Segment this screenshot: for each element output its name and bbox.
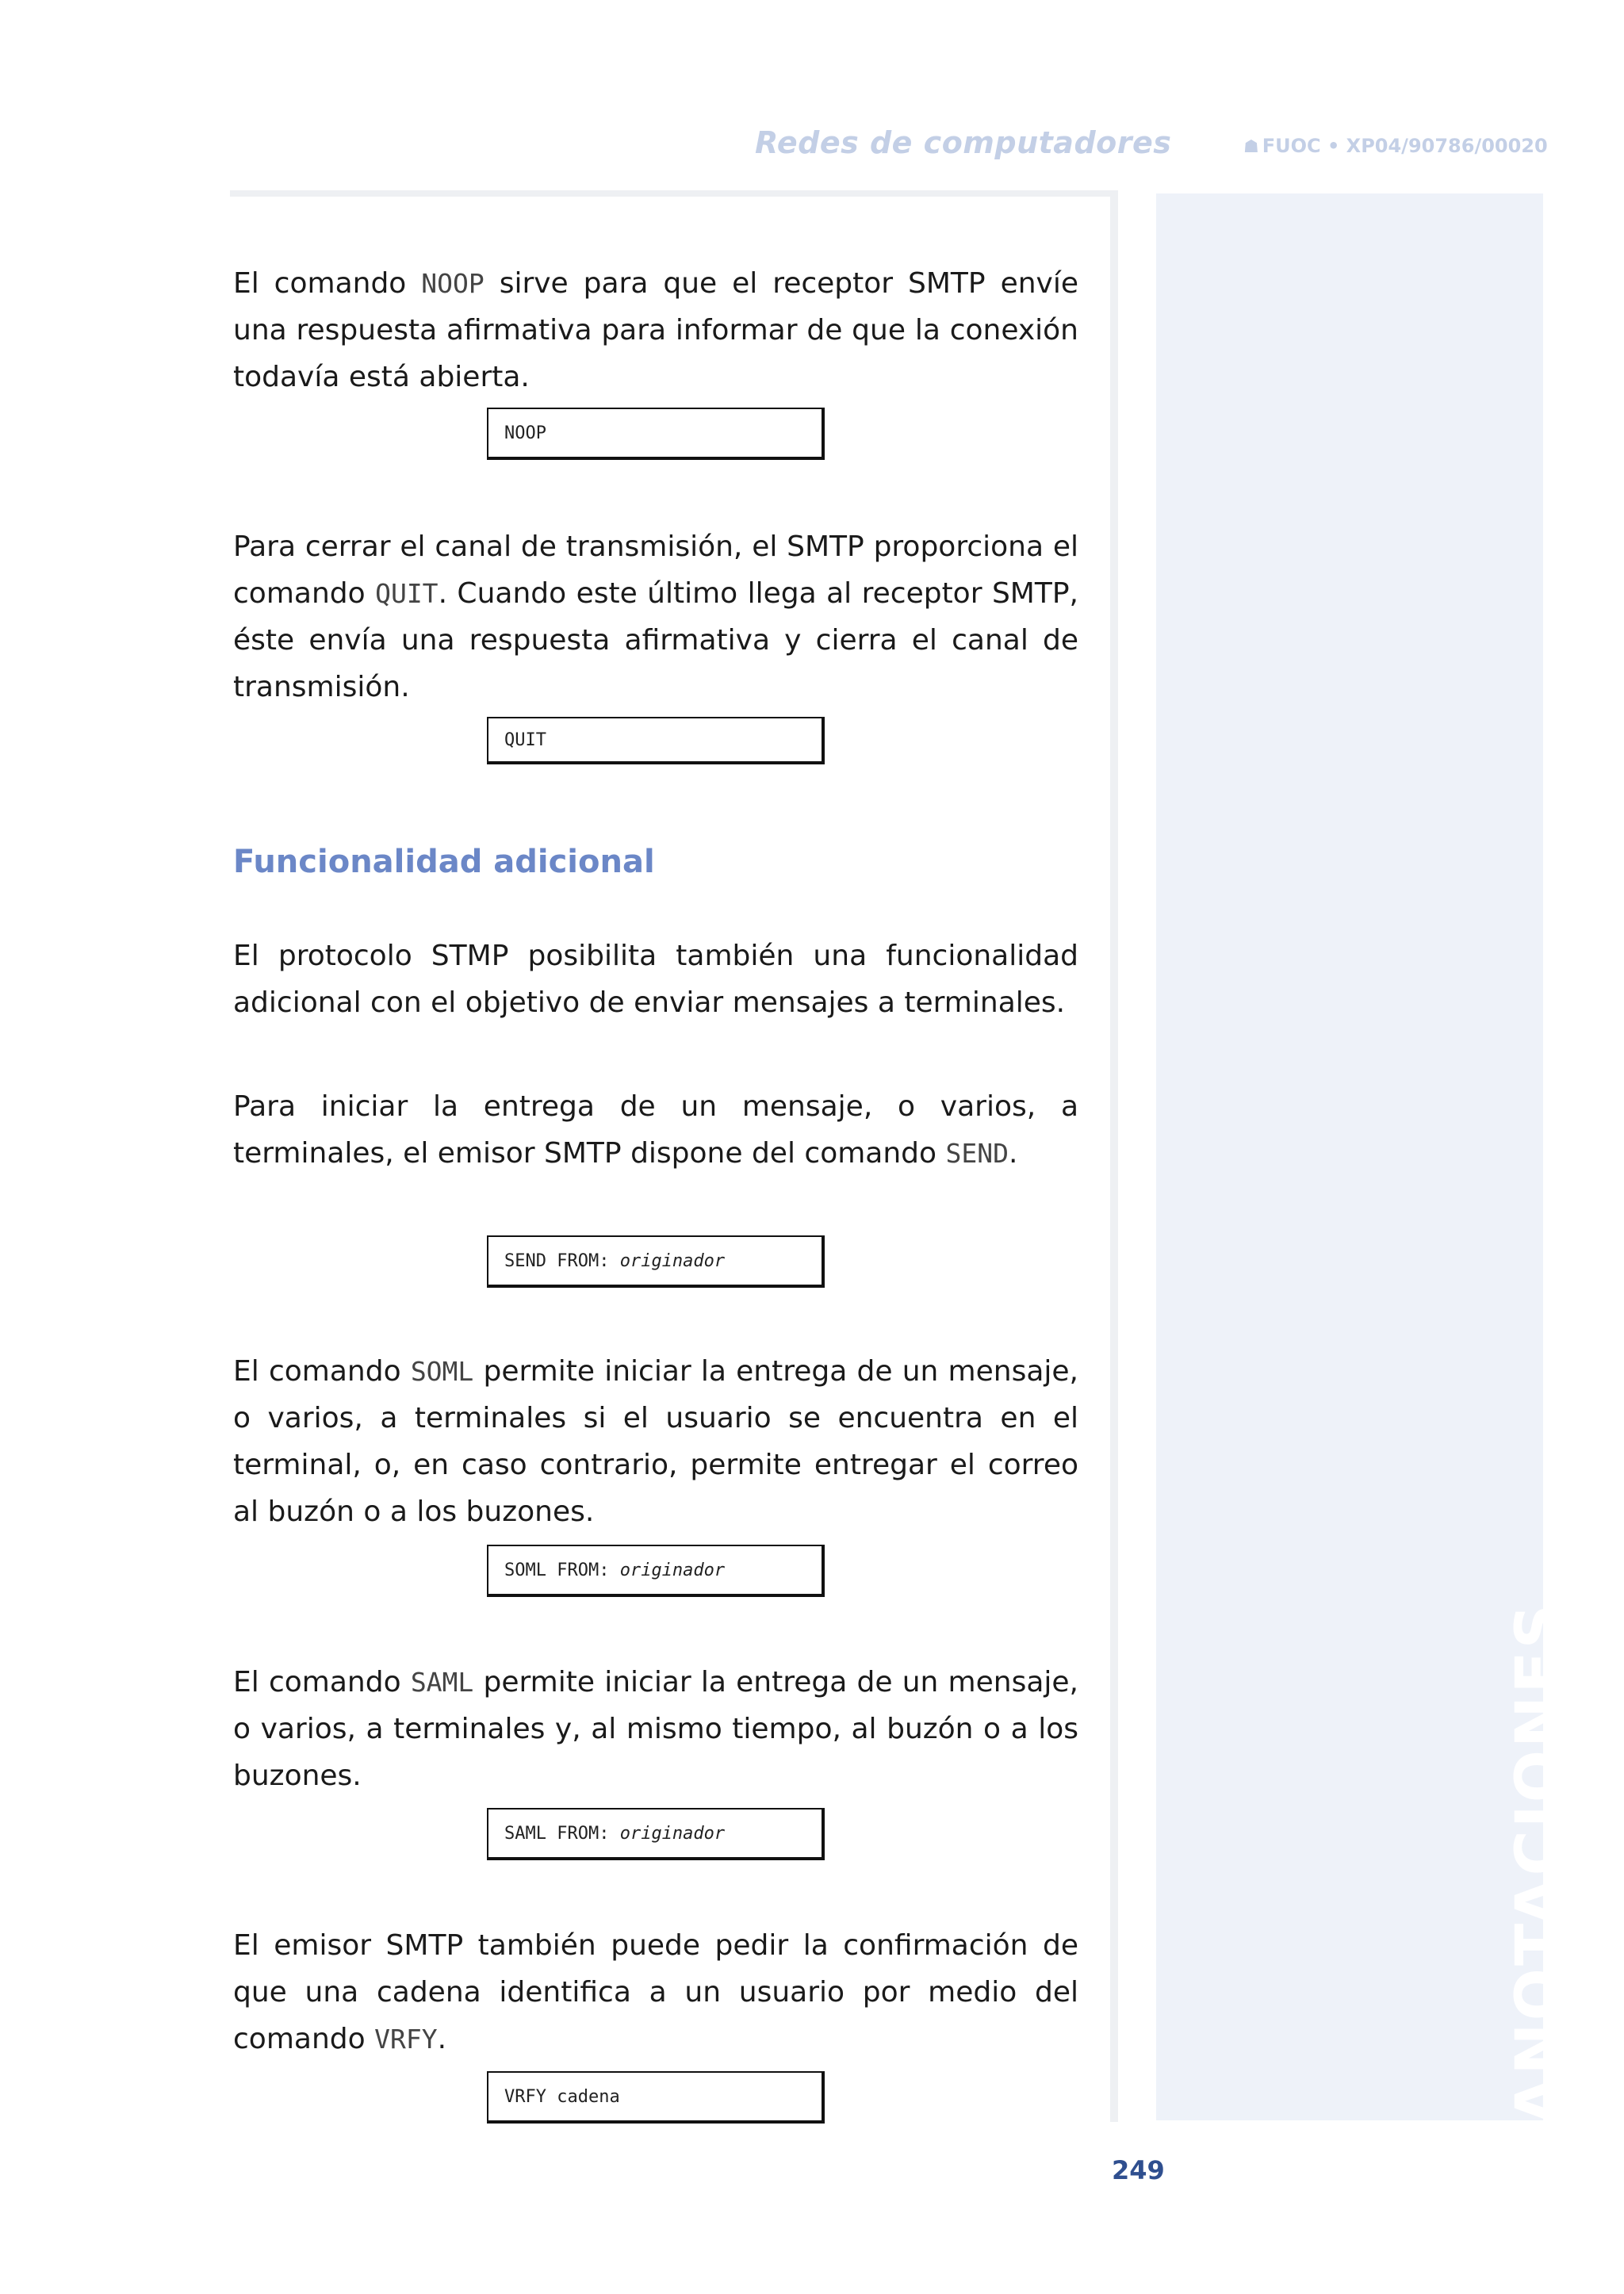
paragraph-soml — [233, 1348, 1078, 1535]
fuoc-logo-icon: ☗ — [1243, 137, 1259, 157]
code-box-send — [487, 1235, 825, 1288]
paragraph-stmp — [233, 933, 1078, 1026]
code-command: QUIT — [504, 730, 546, 750]
inline-command: SOML — [410, 1356, 474, 1387]
code-box-noop — [487, 408, 825, 460]
paragraph-text: El protocolo STMP posibilita también una funcionalidad adicional con el objetivo de enviar mensajes a terminales. — [233, 940, 1078, 1019]
text-segment: Para cerrar el canal de transmisión, el SMTP proporciona el comando — [233, 530, 1078, 610]
text-segment: El comando — [233, 1666, 411, 1698]
code-box-soml — [487, 1545, 825, 1597]
code-argument: originador — [619, 1250, 726, 1271]
text-segment: . Cuando este último llega al receptor SMTP, éste envía una respuesta afirmativa y cierra el canal de transmisión. — [233, 577, 1078, 703]
inline-command: SAML — [410, 1667, 474, 1698]
code-command: SAML FROM: — [504, 1823, 620, 1844]
code-argument: originador — [619, 1560, 726, 1580]
code-box-vrfy — [487, 2071, 825, 2124]
annotations-label: ANOTACIONES — [1503, 1602, 1575, 2125]
running-header-title: Redes de computadores — [755, 125, 1172, 160]
paragraph-noop — [233, 260, 1078, 400]
text-segment: . — [1008, 1137, 1018, 1170]
text-segment: permite iniciar la entrega de un mensaje, o varios, a terminales si el usuario se encuentra en el terminal, o, en caso contrario, permite entregar el correo al buzón o a los buzones. — [233, 1355, 1079, 1528]
text-segment: sirve para que el receptor SMTP envíe una respuesta afirmativa para informar de que la conexión todavía está abierta. — [233, 267, 1078, 393]
header-rule — [230, 190, 1118, 197]
page-number: 249 — [1112, 2155, 1165, 2185]
paragraph-send — [233, 1083, 1078, 1177]
code-command: SOML FROM: — [504, 1560, 620, 1580]
text-segment: El comando — [233, 267, 422, 300]
code-command: NOOP — [504, 423, 546, 443]
annotations-sidebar — [1156, 193, 1543, 2120]
code-box-quit — [487, 717, 825, 764]
paragraph-saml — [233, 1659, 1078, 1799]
paragraph-quit — [233, 523, 1078, 710]
inline-command: QUIT — [375, 578, 439, 609]
section-heading: Funcionalidad adicional — [233, 844, 655, 880]
code-command: SEND FROM: — [504, 1250, 620, 1271]
paragraph-vrfy — [233, 1922, 1078, 2062]
column-divider — [1110, 190, 1118, 2122]
text-segment: . — [437, 2023, 447, 2055]
header-code-text: FUOC • XP04/90786/00020 — [1262, 135, 1548, 157]
code-argument: originador — [619, 1823, 726, 1844]
code-command: VRFY cadena — [504, 2086, 620, 2107]
code-box-saml — [487, 1808, 825, 1860]
inline-command: SEND — [945, 1138, 1009, 1169]
inline-command: NOOP — [421, 268, 485, 299]
text-segment: Para iniciar la entrega de un mensaje, o varios, a terminales, el emisor SMTP dispone del comando — [233, 1090, 1078, 1170]
inline-command: VRFY — [374, 2024, 438, 2055]
text-segment: permite iniciar la entrega de un mensaje, o varios, a terminales y, al mismo tiempo, al buzón o a los buzones. — [233, 1666, 1079, 1792]
running-header-code — [1243, 135, 1548, 157]
text-segment: El comando — [233, 1355, 411, 1388]
text-segment: El emisor SMTP también puede pedir la confirmación de que una cadena identifica a un usuario por medio del comando — [233, 1929, 1078, 2055]
